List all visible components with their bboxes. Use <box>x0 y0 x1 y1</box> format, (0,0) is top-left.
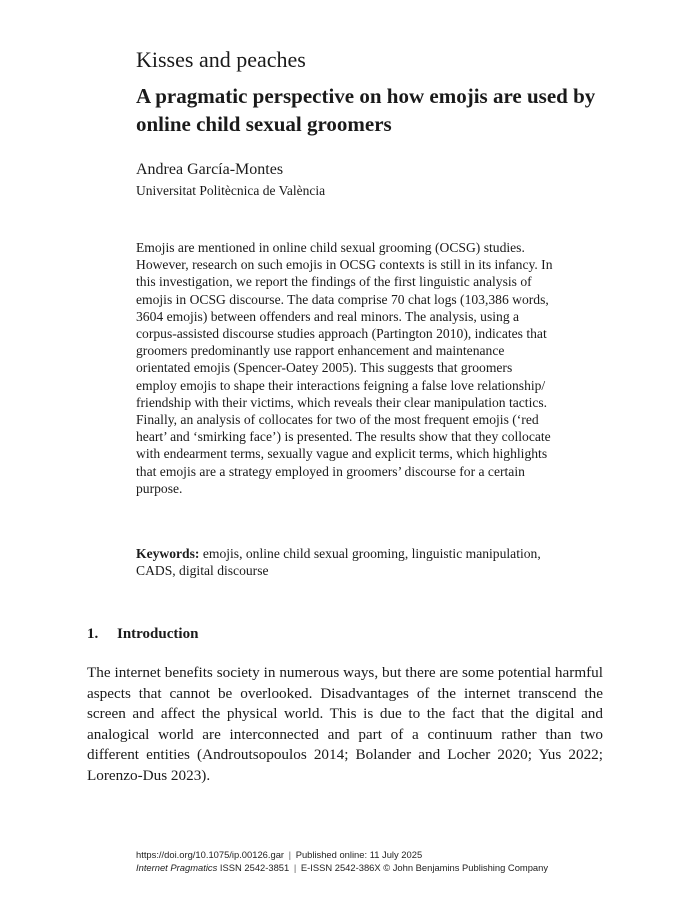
section-heading-introduction <box>87 624 198 644</box>
journal-name: Internet Pragmatics <box>136 862 218 873</box>
issn: ISSN 2542-3851 <box>219 862 290 873</box>
paper-subtitle: A pragmatic perspective on how emojis are used by online child sexual groomers <box>136 84 596 136</box>
keywords <box>136 545 554 579</box>
publisher: © John Benjamins Publishing Company <box>383 862 549 873</box>
section-title: Introduction <box>117 626 199 642</box>
abstract: Emojis are mentioned in online child sexual grooming (OCSG) studies. However, research on such emojis in OCSG contexts is still in its infancy. In this investigation, we report the findings of the first linguistic analysis of emojis in OCSG discourse. The data comprise 70 chat logs (103,386 words, 3604 emojis) between offenders and real minors. The analysis, using a corpus-assisted discourse studies approach (Partington 2010), indicates that groomers predominantly use rapport enhancement and maintenance orientated emojis (Spencer-Oatey 2005). This suggests that groomers employ emojis to shape their interactions feigning a false love relationship/ friendship with their victims, which reveals their clear manipulation tactics. Finally, an analysis of collocates for two of the most frequent emojis (‘red heart’ and ‘smirking face’) is presented. The results show that they collocate with endearment terms, sexually vague and explicit terms, which highlights that emojis are a strategy employed in groomers’ discourse for a certain purpose. <box>136 240 553 496</box>
keywords-text: emojis, online child sexual grooming, linguistic manipulation, CADS, digital discourse <box>136 546 541 579</box>
footer-line-2 <box>136 861 606 874</box>
footer-separator: | <box>288 849 292 860</box>
footer-separator-2: | <box>293 862 297 873</box>
section-number: 1. <box>87 626 99 642</box>
page-footer <box>136 848 606 874</box>
eissn: E-ISSN 2542-386X <box>300 862 381 873</box>
intro-paragraph: The internet benefits society in numerous ways, but there are some potential harmful aspects that cannot be overlooked. Disadvantages of the internet transcend the screen and affect the physical world. This is due to the fact that the digital and analogical world are interconnected and part of a continuum rather than two different entities (Androutsopoulos 2014; Bolander and Locher 2020; Yus 2022; Lorenzo-Dus 2023). <box>87 664 603 784</box>
doi-link[interactable]: https://doi.org/10.1075/ip.00126.gar <box>136 849 285 860</box>
published-date: Published online: 11 July 2025 <box>295 849 423 860</box>
paper-title: Kisses and peaches <box>136 47 306 72</box>
keywords-label: Keywords: <box>136 546 200 561</box>
author-affiliation: Universitat Politècnica de València <box>136 183 326 198</box>
footer-line-1 <box>136 848 606 861</box>
author-name: Andrea García-Montes <box>136 161 284 178</box>
